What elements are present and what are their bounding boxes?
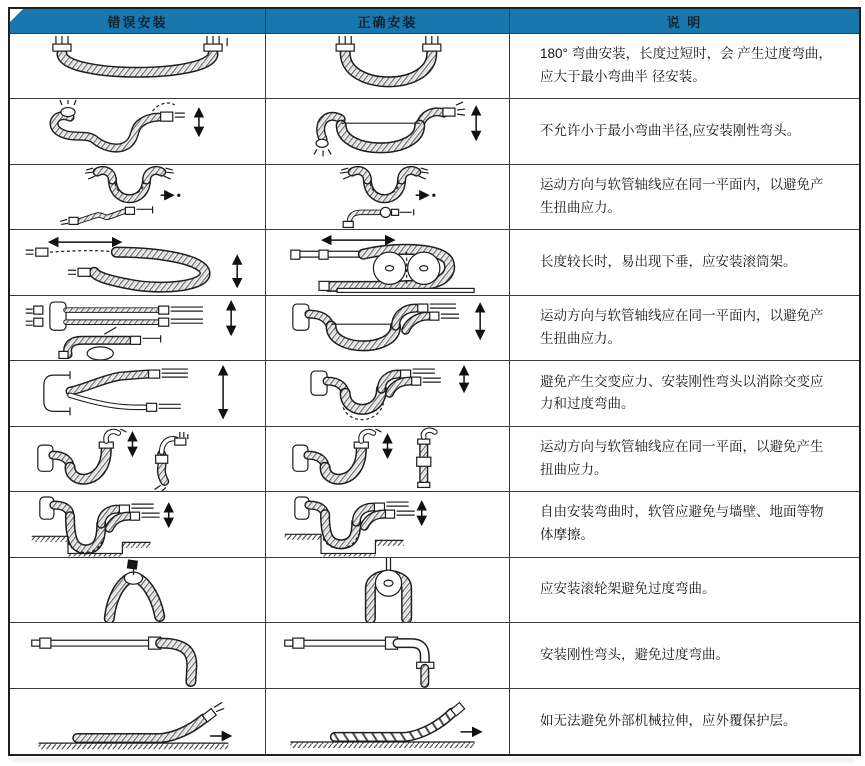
note-text: 自由安装弯曲时，软管应避免与墙壁、地面等物体摩擦。 xyxy=(540,504,824,543)
wrong-cell-7 xyxy=(10,427,266,492)
illustration-wrong-overbent-hose-corner xyxy=(10,623,265,687)
wrong-cell-5 xyxy=(10,296,266,361)
illustration-wrong-s-curved-hose xyxy=(10,99,265,163)
wrong-cell-8 xyxy=(10,492,266,557)
note-cell-4 xyxy=(510,230,859,295)
note-text: 安装刚性弯头，避免过度弯曲。 xyxy=(540,646,729,662)
correct-cell-7 xyxy=(266,427,510,492)
wrong-cell-3 xyxy=(10,165,266,230)
header-wrong-label: 错误安装 xyxy=(107,14,168,30)
illustration-wrong-parallel-hoses-twisted-branch xyxy=(10,296,265,360)
note-cell-3 xyxy=(510,165,859,230)
note-cell-7 xyxy=(510,427,859,492)
illustration-correct-rigid-90-elbow xyxy=(266,623,509,687)
wrong-cell-10 xyxy=(10,623,266,688)
note-text: 运动方向与软管轴线应在同一平面，以避免产生扭曲应力。 xyxy=(540,439,824,477)
note-text: 如无法避免外部机械拉伸，应外覆保护层。 xyxy=(540,712,797,728)
note-text: 运动方向与软管轴线应在同一平面内，以避免产生扭曲应力。 xyxy=(540,177,824,216)
correct-cell-9 xyxy=(266,558,510,623)
illustration-correct-u-hose-rigid-elbow-end xyxy=(266,165,509,229)
illustration-correct-roller-drums xyxy=(266,230,509,294)
page-bottom-shadow xyxy=(12,758,854,763)
illustration-wrong-u-hose-twisted-end xyxy=(10,165,265,229)
correct-cell-5 xyxy=(266,296,510,361)
correct-cell-4 xyxy=(266,230,510,295)
header-wrong-installation xyxy=(10,9,266,34)
illustration-correct-hose-clearing-pit xyxy=(266,492,509,556)
illustration-wrong-hose-kinked-on-hook xyxy=(10,558,265,622)
note-text: 180° 弯曲安装，长度过短时，会 产生过度弯曲，应大于最小弯曲半 径安装。 xyxy=(540,46,832,85)
wrong-cell-2 xyxy=(10,99,266,164)
correct-cell-1 xyxy=(266,34,510,99)
wrong-cell-6 xyxy=(10,361,266,426)
illustration-wrong-hose-rubbing-pit xyxy=(10,492,265,556)
correct-cell-3 xyxy=(266,165,510,230)
note-cell-11 xyxy=(510,689,859,754)
note-text: 避免产生交变应力、安装刚性弯头以消除交变应力和过度弯曲。 xyxy=(540,373,824,412)
note-cell-5 xyxy=(510,296,859,361)
header-correct-installation xyxy=(266,9,510,34)
wrong-cell-4 xyxy=(10,230,266,295)
illustration-wrong-forked-hose xyxy=(10,361,265,425)
illustration-wrong-hose-dragged-on-ground xyxy=(10,689,265,754)
header-note-label: 说 明 xyxy=(666,14,703,30)
correct-cell-11 xyxy=(266,689,510,754)
illustration-wrong-shallow-wide-u-bend xyxy=(10,34,265,98)
illustration-correct-hanging-u-between-elbows xyxy=(266,296,509,360)
correct-cell-10 xyxy=(266,623,510,688)
note-cell-6 xyxy=(510,361,859,426)
note-cell-9 xyxy=(510,558,859,623)
note-cell-10 xyxy=(510,623,859,688)
note-text: 长度较长时，易出现下垂，应安装滚筒架。 xyxy=(540,254,797,270)
note-text: 运动方向与软管轴线应在同一平面内，以避免产生扭曲应力。 xyxy=(540,308,824,347)
wrong-cell-11 xyxy=(10,689,266,754)
illustration-correct-hose-with-spiral-cover xyxy=(266,689,509,754)
note-text: 应安装滚轮架避免过度弯曲。 xyxy=(540,581,716,597)
header-correct-label: 正确安装 xyxy=(357,14,418,30)
illustration-correct-j-hose-straight-end xyxy=(266,427,509,491)
note-text: 不允许小于最小弯曲半径,应安装刚性弯头。 xyxy=(540,123,801,139)
note-cell-2 xyxy=(510,99,859,164)
correct-cell-2 xyxy=(266,99,510,164)
wrong-cell-1 xyxy=(10,34,266,99)
wrong-cell-9 xyxy=(10,558,266,623)
illustration-wrong-j-hose-twisted-end xyxy=(10,427,265,491)
illustration-correct-u-hose-rigid-elbow-clearance xyxy=(266,361,509,425)
correct-cell-6 xyxy=(266,361,510,426)
illustration-correct-u-with-rigid-elbows xyxy=(266,99,509,163)
illustration-wrong-sagging-hose-loop xyxy=(10,230,265,294)
hose-installation-table xyxy=(8,7,861,756)
illustration-correct-deep-u-bend xyxy=(266,34,509,98)
note-cell-1 xyxy=(510,34,859,99)
illustration-correct-hose-over-pulley xyxy=(266,558,509,622)
header-note xyxy=(510,9,859,34)
note-cell-8 xyxy=(510,492,859,557)
correct-cell-8 xyxy=(266,492,510,557)
